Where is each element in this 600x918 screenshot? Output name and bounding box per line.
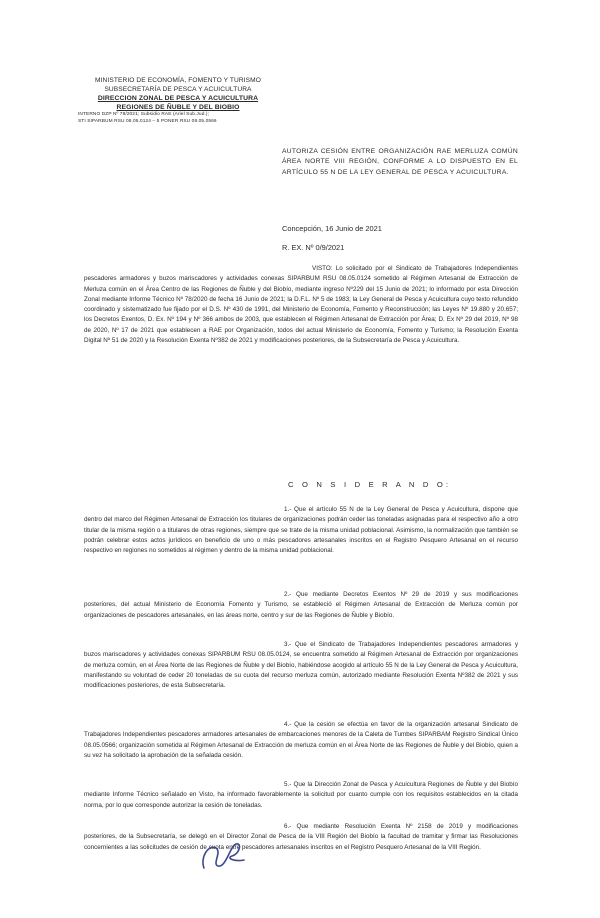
considerando-paragraph-4: 4.- Que la cesión se efectúa en favor de la organización artesanal Sindicato de Trabajadores Independientes pescadores armadores artesanales de embarcaciones menores de la Caleta de Tumbes SIPARBAM Registro Sindical Único 08.05.0566; organización sometida al Régimen Artesanal de Extracción de merluza común en el Área Norte de las Regiones de Ñuble y del Biobío, quien a su vez ha solicitado la aprobación de la señalada cesión. <box>84 721 518 759</box>
regions-name: REGIONES DE ÑUBLE Y DEL BIOBIO <box>116 104 240 111</box>
resolution-subject: AUTORIZA CESIÓN ENTRE ORGANIZACIÓN RAE MERLUZA COMÚN ÁREA NORTE VIII REGIÓN, CONFORME A LO DISPUESTO EN EL ARTÍCULO 55 N DE LA LEY GENERAL DE PESCA Y ACUICULTURA. <box>282 148 518 176</box>
zonal-direction-name: DIRECCION ZONAL DE PESCA Y ACUICULTURA <box>97 95 259 102</box>
subsecretariat-name: SUBSECRETARÍA DE PESCA Y ACUICULTURA <box>104 86 252 93</box>
reference-line-2: STI SIPARBUM RSU 08.05.0124 – 5 PONER RSU 08.05.0566 <box>78 118 217 124</box>
considerando-paragraph-1: 1.- Que el artículo 55 N de la Ley General de Pesca y Acuicultura, dispone que dentro del marco del Régimen Artesanal de Extracción los titulares de organizaciones podrán ceder las toneladas asignadas para el respectivo año a otro titular de la misma región o a titulares de otras regiones, siempre que se trate de la misma unidad poblacional. Asimismo, la normalización que también se podrán celebrar estos actos jurídicos en beneficio de uno o más pescadores artesanales inscritos en el Registro Pesquero Artesanal en el recurso respectivo en regiones no sometidos al régimen y dentro de la misma unidad poblacional. <box>84 506 518 555</box>
considerando-paragraph-3: 3.- Que el Sindicato de Trabajadores Independientes pescadores armadores y buzos mariscadores y actividades conexas SIPARBUM RSU 08.05.0124, se encuentra sometido al Régimen Artesanal de Extracción por organizaciones de merluza común, en el Área Norte de las Regiones de Ñuble y del Biobío, habiéndose acogido al artículo 55 N de la Ley General de Pesca y Acuicultura, manifestando su voluntad de ceder 20 toneladas de su cuota del recurso merluza común, autorizado mediante Resolución Exenta Nº382 de 2021 y sus modificaciones posteriores, de esta Subsecretaría. <box>84 641 518 690</box>
considerando-paragraph-6: 6.- Que mediante Resolución Exenta Nº 2158 de 2019 y modificaciones posteriores, de la Subsecretaría, se delegó en el Director Zonal de Pesca de la VIII Región del Biobío la facultad de tramitar y firmar las Resoluciones concernientes a las solicitudes de cesión de cuota entre pescadores artesanales inscritos en el Registro Pesquero Artesanal de la VIII Región. <box>84 823 518 851</box>
resolution-date: Concepción, 16 Junio de 2021 <box>282 224 382 233</box>
signature-mark <box>196 838 252 874</box>
considerando-heading: C O N S I D E R A N D O: <box>288 480 452 489</box>
visto-paragraph: VISTO: Lo solicitado por el Sindicato de Trabajadores Independientes pescadores armadores y buzos mariscadores y actividades conexas SIPARBUM RSU 08.05.0124 sometido al Régimen Artesanal de Extracción de Merluza común en el Área Centro de las Regiones de Ñuble y del Biobío, mediante ingreso Nº229 del 15 Junio de 2021; lo informado por esta Dirección Zonal mediante Informe Técnico Nº 78/2020 de fecha 16 Junio de 2021; la D.F.L. Nº 5 de 1983; la Ley General de Pesca y Acuicultura cuyo texto refundido coordinado y sistematizado fue fijado por el D.S. Nº 430 de 1991, del Ministerio de Economía, Fomento y Reconstrucción; las Leyes Nº 19.880 y 20.657; los Decretos Exentos, D. Ex. Nº 194 y Nº 366 ambos de 2003, que establecen el Régimen Artesanal de Extracción por Área; D. Ex Nº 29 del 2019, Nº 98 de 2020, Nº 17 de 2021 que establecen a RAE por Organización, todos del actual Ministerio de Economía, Fomento y Turismo; la Resolución Exenta Digital Nº 51 de 2020 y la Resolución Exenta Nº382 de 2021 y modificaciones posteriores, de la Subsecretaría de Pesca y Acuicultura. <box>84 265 518 345</box>
letterhead <box>78 76 278 125</box>
considerando-paragraph-2: 2.- Que mediante Decretos Exentos Nº 29 de 2019 y sus modificaciones posteriores, del actual Ministerio de Economía Fomento y Turismo, se estableció el Régimen Artesanal de Extracción de Merluza común por organizaciones de pescadores artesanales, en las áreas norte, centro y sur de las Regiones de Ñuble y Biobío. <box>84 591 518 619</box>
resolution-number: R. EX. Nº 0/9/2021 <box>282 243 345 252</box>
ministry-name: MINISTERIO DE ECONOMÍA, FOMENTO Y TURISMO <box>95 77 261 84</box>
considerando-paragraph-5: 5.- Que la Dirección Zonal de Pesca y Acuicultura Regiones de Ñuble y del Biobío mediante Informe Técnico señalado en Visto, ha informado favorablemente la solicitud por cuanto cumple con los requisitos establecidos en la citada norma, por lo que corresponde autorizar la cesión de toneladas. <box>84 781 518 809</box>
reference-line-1: INTERNO DZP Nº 78/2021; Subsidio RAE (Ariel Sub.Jud.); <box>78 112 210 117</box>
